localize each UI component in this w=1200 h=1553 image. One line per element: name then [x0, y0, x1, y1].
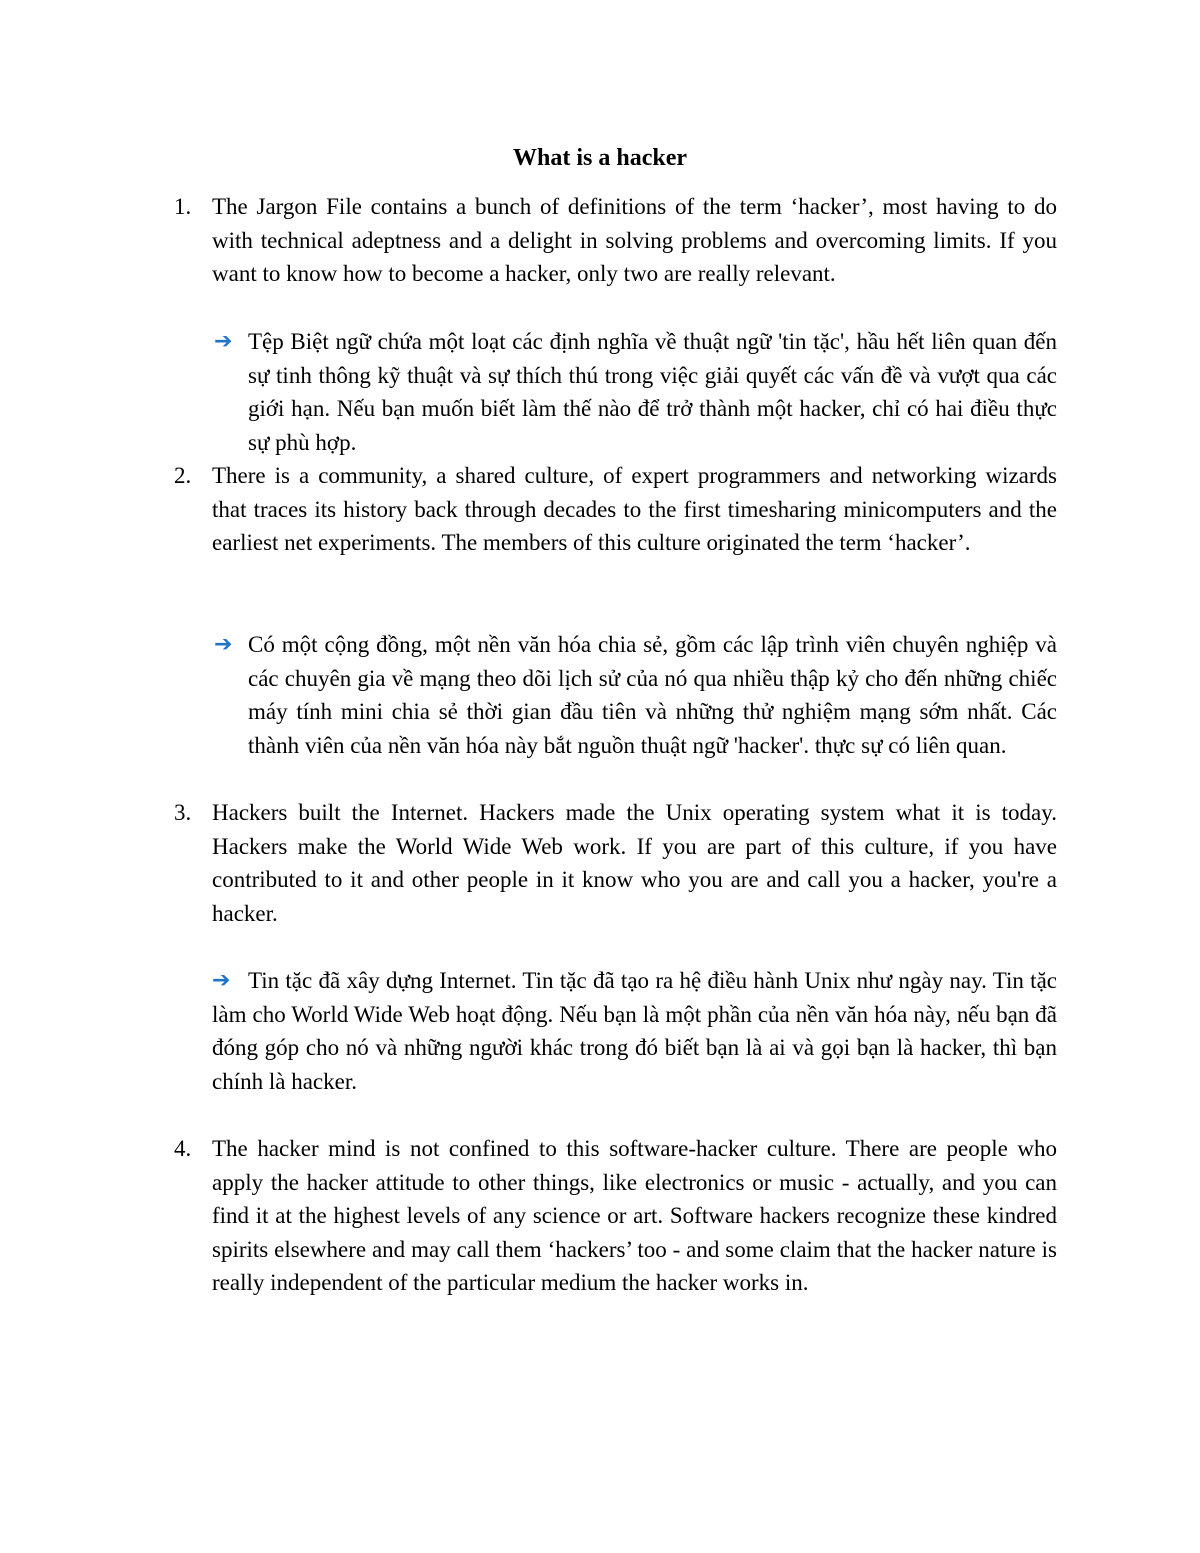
item-vietnamese-text: Có một cộng đồng, một nền văn hóa chia sẻ, gồm các lập trình viên chuyên nghiệp và các chuyên gia về mạng theo dõi lịch sử của nó qua nhiều thập kỷ cho đến những chiếc máy tính mini chia sẻ thời gian đầu tiên và những thử nghiệm mạng sớm nhất. Các thành viên của nền văn hóa này bắt nguồn thuật ngữ 'hacker'. thực sự có liên quan.	[248, 632, 1057, 758]
item-translation	[212, 964, 1057, 1098]
item-number: 3.	[174, 800, 192, 825]
item-vietnamese-text: Tin tặc đã xây dựng Internet. Tin tặc đã tạo ra hệ điều hành Unix như ngày nay. Tin tặc làm cho World Wide Web hoạt động. Nếu bạn là một phần của nền văn hóa này, nếu bạn đã đóng góp cho nó và những người khác trong đó biết bạn là ai và gọi bạn là hacker, thì bạn chính là hacker.	[212, 968, 1057, 1094]
arrow-right-icon: ➔	[212, 968, 231, 993]
item-english-text: The Jargon File contains a bunch of definitions of the term ‘hacker’, most having to do with technical adeptness and a delight in solving problems and overcoming limits. If you want to know how to become a hacker, only two are really relevant.	[212, 194, 1057, 287]
arrow-right-icon: ➔	[214, 632, 233, 657]
item-translation	[214, 628, 1057, 762]
item-english-text: There is a community, a shared culture, of expert programmers and networking wizards that traces its history back through decades to the first timesharing minicomputers and the earliest net experiments. The members of this culture originated the term ‘hacker’.	[212, 463, 1057, 556]
item-number: 2.	[174, 463, 192, 488]
arrow-right-icon: ➔	[214, 329, 233, 354]
item-english-text: Hackers built the Internet. Hackers made the Unix operating system what it is today. Hackers make the World Wide Web work. If you are part of this culture, if you have contributed to it and other people in it know who you are and call you a hacker, you're a hacker.	[212, 800, 1057, 926]
item-translation	[214, 325, 1057, 459]
item-number: 4.	[174, 1136, 192, 1161]
item-english-text: The hacker mind is not confined to this software-hacker culture. There are people who apply the hacker attitude to other things, like electronics or music - actually, and you can find it at the highest levels of any science or art. Software hackers recognize these kindred spirits elsewhere and may call them ‘hackers’ too - and some claim that the hacker nature is really independent of the particular medium the hacker works in.	[212, 1136, 1057, 1296]
item-vietnamese-text: Tệp Biệt ngữ chứa một loạt các định nghĩa về thuật ngữ 'tin tặc', hầu hết liên quan đến sự tinh thông kỹ thuật và sự thích thú trong việc giải quyết các vấn đề và vượt qua các giới hạn. Nếu bạn muốn biết làm thế nào để trở thành một hacker, chỉ có hai điều thực sự phù hợp.	[248, 329, 1057, 455]
item-number: 1.	[174, 194, 192, 219]
page-title: What is a hacker	[513, 145, 687, 171]
